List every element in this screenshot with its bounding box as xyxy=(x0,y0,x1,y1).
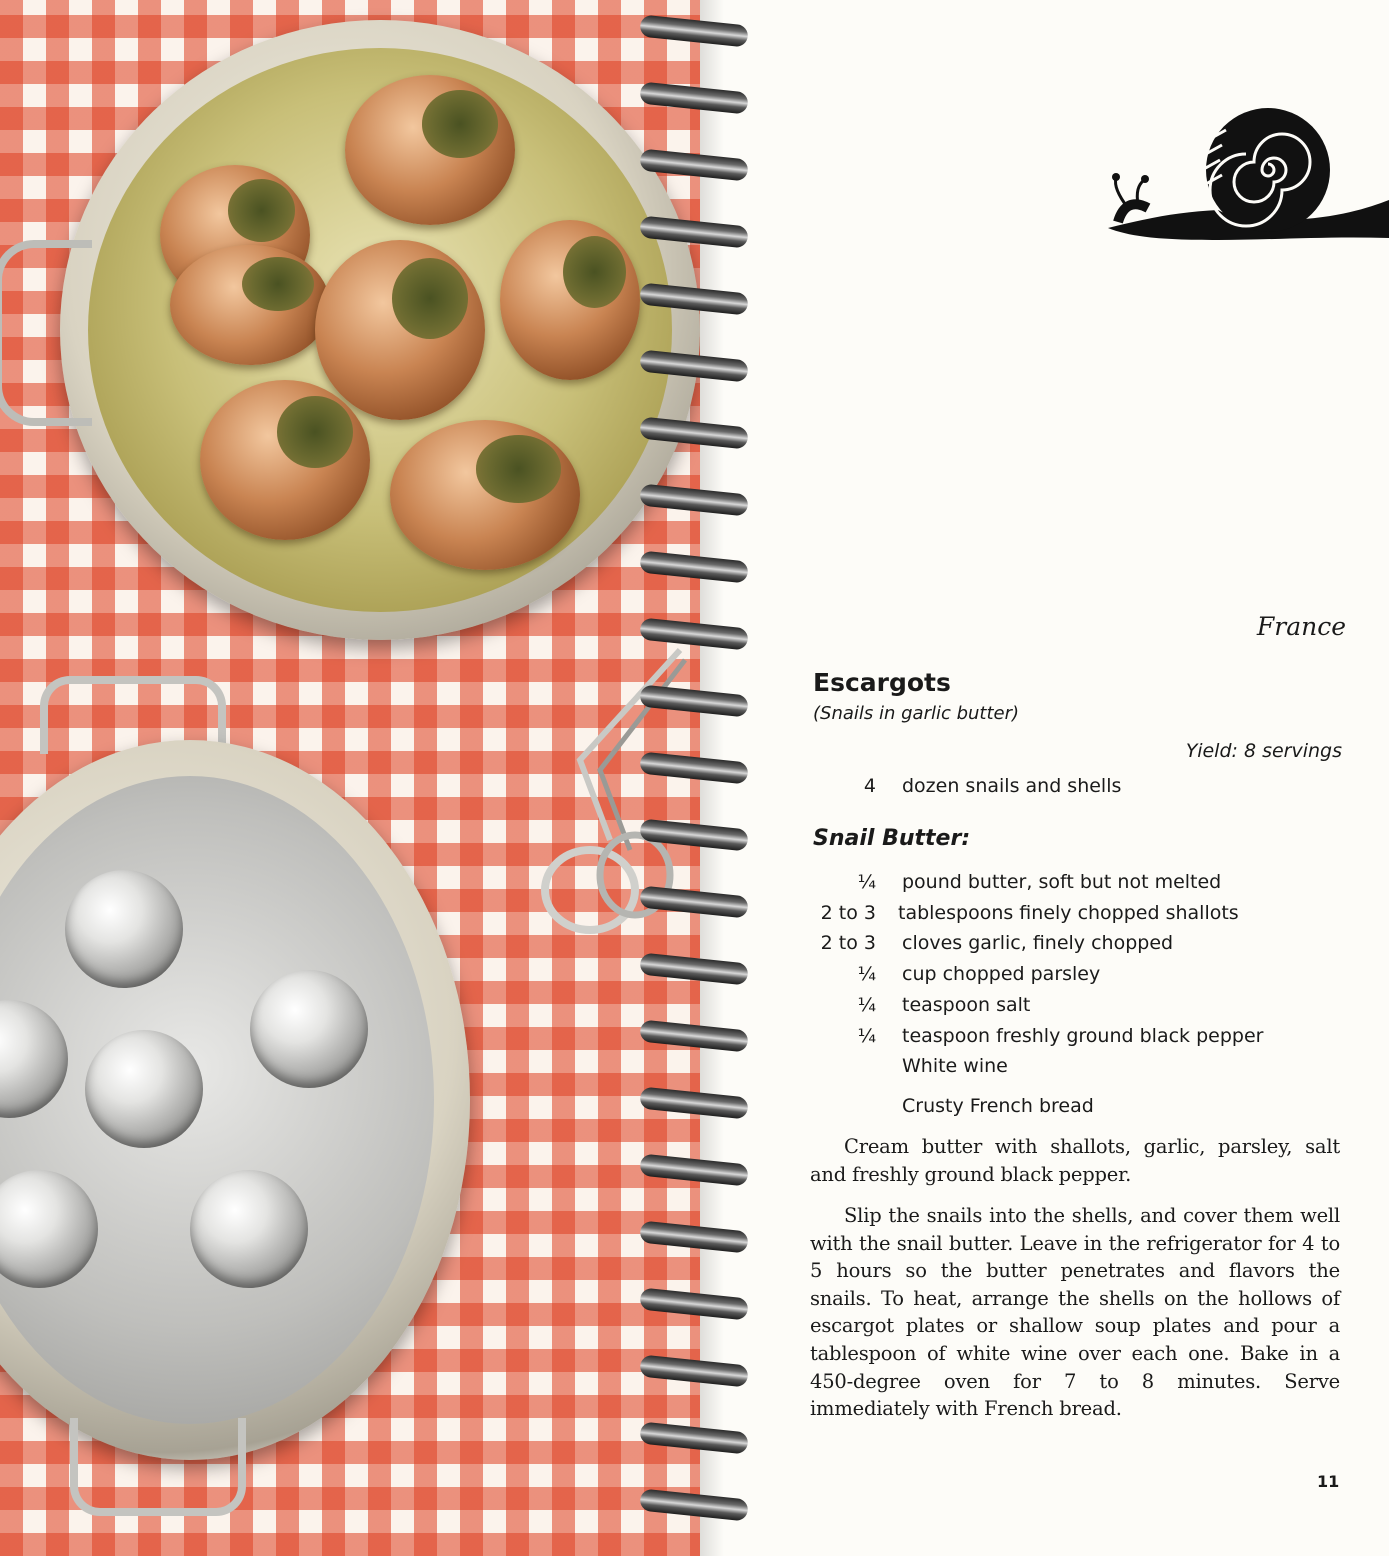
ingredient-name: cloves garlic, finely chopped xyxy=(902,932,1174,954)
recipe-subtitle: (Snails in garlic butter) xyxy=(813,703,1020,724)
ingredient-quantity: 2 to 3 xyxy=(820,932,876,954)
snail-icon xyxy=(1108,100,1389,250)
recipe-title: Escargots xyxy=(813,668,951,697)
recipe-yield: Yield: 8 servings xyxy=(1185,740,1342,762)
plate-hollow xyxy=(65,870,183,988)
ingredient-quantity: ¼ xyxy=(857,871,876,893)
plate-hollow xyxy=(85,1030,203,1148)
plate-handle xyxy=(70,1418,246,1516)
recipe-page xyxy=(700,0,1389,1556)
recipe-country: France xyxy=(1256,612,1346,641)
ingredient-quantity: ¼ xyxy=(857,963,876,985)
ingredient-name: teaspoon freshly ground black pepper xyxy=(902,1025,1264,1047)
snail-shell xyxy=(500,220,640,380)
section-heading: Snail Butter: xyxy=(813,826,971,851)
ingredient-quantity: 2 to 3 xyxy=(820,902,876,924)
ingredient-name: cup chopped parsley xyxy=(902,963,1101,985)
ingredient-quantity: ¼ xyxy=(857,1025,876,1047)
snail-shell xyxy=(390,420,580,570)
ingredient-name: pound butter, soft but not melted xyxy=(902,871,1222,893)
plate-hollow xyxy=(190,1170,308,1288)
escargot-plate xyxy=(0,740,470,1460)
ingredient-quantity: ¼ xyxy=(857,994,876,1016)
escargot-pan xyxy=(60,20,700,640)
plate-hollow xyxy=(250,970,368,1088)
ingredient-name: White wine xyxy=(902,1055,1008,1077)
pan-handle xyxy=(0,240,92,426)
snail-shell xyxy=(345,75,515,225)
instruction-paragraph: Cream butter with shallots, garlic, parsley, salt and freshly ground black pepper. xyxy=(810,1135,1340,1186)
snail-shell xyxy=(170,245,330,365)
ingredient-name: tablespoons finely chopped shallots xyxy=(898,902,1239,924)
snail-shell xyxy=(200,380,370,540)
page-number: 11 xyxy=(1317,1472,1340,1491)
snail-shell xyxy=(315,240,485,420)
ingredient-name: Crusty French bread xyxy=(902,1095,1094,1117)
ingredient-name: dozen snails and shells xyxy=(902,775,1122,797)
ingredient-name: teaspoon salt xyxy=(902,994,1031,1016)
plate-surface xyxy=(0,776,434,1424)
instruction-paragraph: Slip the snails into the shells, and cover them well with the snail butter. Leave in the refrigerator for 4 to 5 hours so the butter penetrates and flavors the snails. To heat, arrange the shells on the hollows of escargot plates or shallow soup plates and pour a tablespoon of white wine over each one. Bake in a 450-degree oven for 7 to 8 minutes. Serve immediately with French bread. xyxy=(810,1204,1340,1421)
ingredient-quantity: 4 xyxy=(863,775,876,797)
